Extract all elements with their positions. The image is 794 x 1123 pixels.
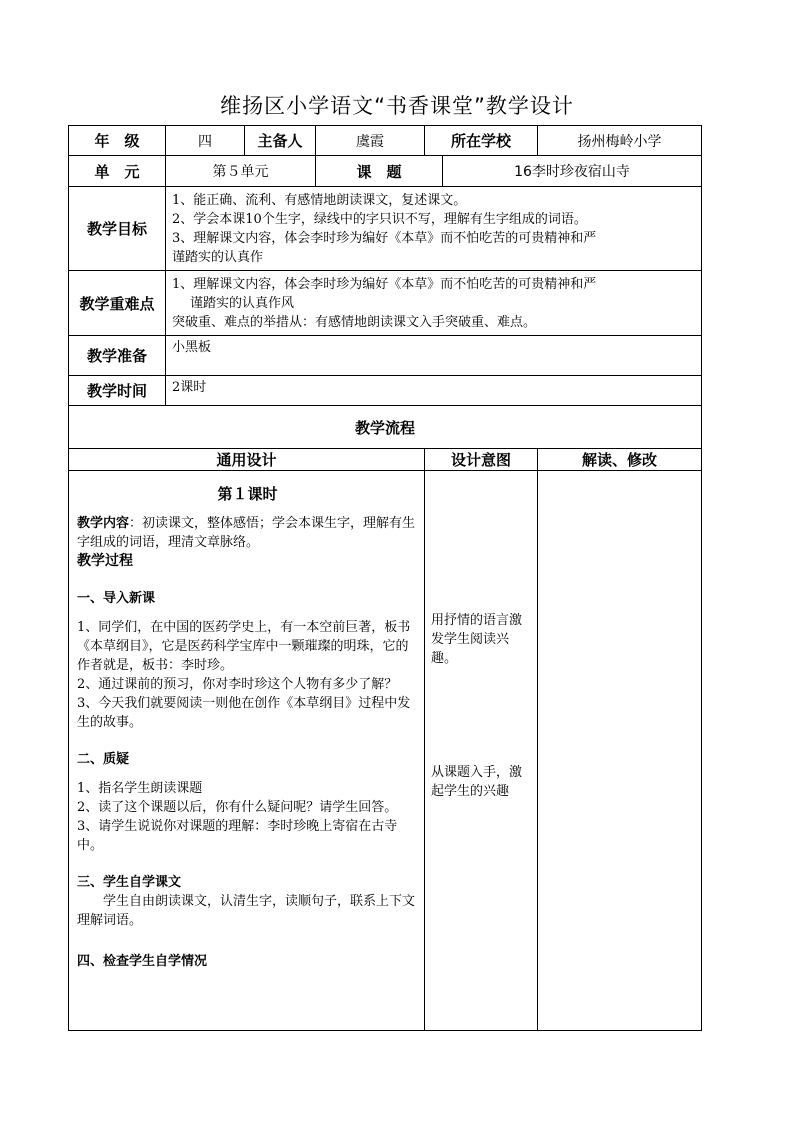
topic-label: 课 题 (316, 156, 443, 187)
time-content (166, 376, 702, 406)
section-2-title: 二、质疑 (77, 752, 130, 767)
preparer-label: 主备人 (245, 126, 316, 156)
time-label: 教学时间 (69, 376, 166, 406)
goals-line: 2、学会本课10个生字，绿线中的字只识不写，理解有生字组成的词语。 (172, 211, 587, 227)
column-notes: 解读、修改 (538, 449, 702, 471)
topic-value: 16李时珍夜宿山寺 (443, 156, 702, 187)
section-1-para: 2、通过课前的预习，你对李时珍这个人物有多少了解？ (77, 677, 398, 692)
key-points-line: 突破重、难点的举措从：有感情地朗读课文入手突破重、难点。 (172, 314, 537, 330)
goals-line: 3、理解课文内容，体会李时珍为编好《本草》而不怕吃苦的可贵精神和严 (172, 230, 597, 246)
section-1-para: 1、同学们，在中国的医药学史上，有一本空前巨著，板书《本草纲目》，它是医药科学宝库中一颗璀璨的明珠，它的作者就是，板书：李时珍。 (77, 620, 411, 673)
content-label: 教学内容 (77, 516, 130, 531)
section-2-para: 3、请学生说说你对课题的理解：李时珍晚上寄宿在古寺中。 (77, 819, 398, 853)
unit-value: 第５单元 (166, 156, 316, 187)
section-3-title: 三、学生自学课文 (77, 875, 182, 890)
goals-label: 教学目标 (69, 187, 166, 271)
section-1-para: 3、今天我们就要阅读一则他在创作《本草纲目》过程中发生的故事。 (77, 696, 411, 730)
column-intent: 设计意图 (425, 449, 538, 471)
lesson-title: 第１课时 (217, 485, 278, 503)
process-label: 教学过程 (77, 553, 133, 569)
intent-note: 从课题入手，激起学生的兴趣 (431, 765, 523, 799)
goals-line: 1、能正确、流利、有感情地朗读课文，复述课文。 (172, 192, 467, 208)
grade-value: 四 (166, 126, 245, 156)
goals-line: 谨踏实的认真作 (172, 249, 264, 265)
key-points-content (166, 271, 702, 336)
prep-value: 小黑板 (172, 340, 212, 355)
key-points-line: 谨踏实的认真作风 (190, 295, 295, 311)
section-2-para: 1、指名学生朗读课题 (77, 781, 203, 796)
section-1-title: 一、导入新课 (77, 591, 156, 606)
lesson-plan-table (68, 125, 702, 1031)
flow-title: 教学流程 (69, 406, 702, 449)
key-points-label: 教学重难点 (69, 271, 166, 336)
section-2-para: 2、读了这个课题以后，你有什么疑问呢？请学生回答。 (77, 800, 398, 815)
section-4-title: 四、检查学生自学情况 (77, 954, 208, 969)
prep-label: 教学准备 (69, 336, 166, 376)
intent-content (425, 471, 538, 1031)
design-content (69, 471, 425, 1031)
column-design: 通用设计 (69, 449, 425, 471)
school-label: 所在学校 (425, 126, 538, 156)
grade-label: 年 级 (69, 126, 166, 156)
unit-label: 单 元 (69, 156, 166, 187)
section-3-para: 学生自由朗读课文，认清生字，读顺句子，联系上下文理解词语。 (77, 894, 416, 928)
school-value: 扬州梅岭小学 (538, 126, 702, 156)
notes-content (538, 471, 702, 1031)
prep-content (166, 336, 702, 376)
preparer-value: 虞霞 (316, 126, 425, 156)
document-title: 维扬区小学语文“书香课堂”教学设计 (220, 94, 574, 118)
goals-content (166, 187, 702, 271)
lesson-content (77, 514, 418, 552)
intent-note: 用抒情的语言激发学生阅读兴趣。 (431, 613, 523, 666)
time-value: 2课时 (172, 380, 207, 395)
content-text: ：初读课文，整体感悟；学会本课生字，理解有生字组成的词语，理清文章脉络。 (77, 516, 416, 550)
key-points-line: 1、理解课文内容，体会李时珍为编好《本草》而不怕吃苦的可贵精神和严 (172, 276, 597, 292)
